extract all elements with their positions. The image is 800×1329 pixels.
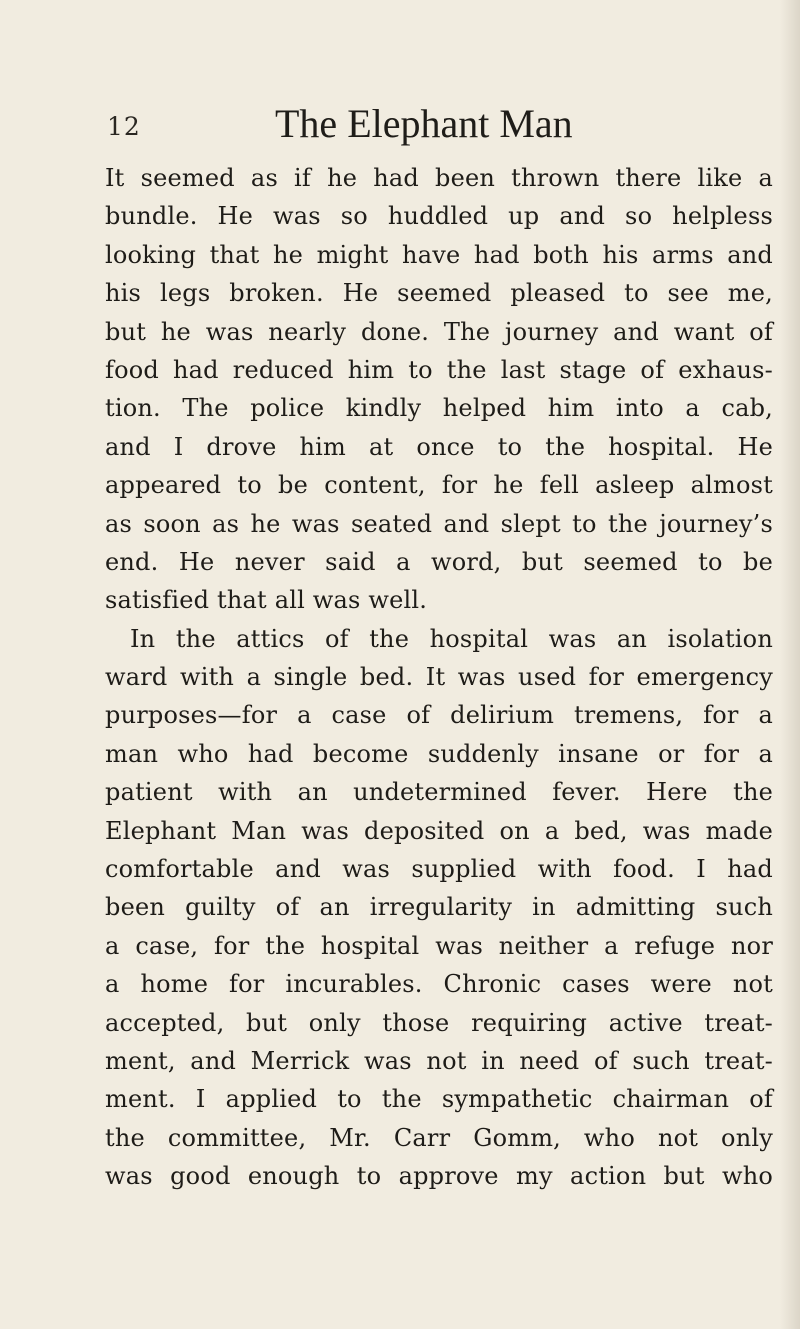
text-line: food had reduced him to the last stage of exhaus- bbox=[105, 355, 773, 384]
text-line: been guilty of an irregularity in admitting such bbox=[105, 893, 773, 922]
text-line: ward with a single bed. It was used for emergency bbox=[105, 663, 773, 692]
text-line: In the attics of the hospital was an isolation bbox=[130, 624, 773, 653]
text-line: the committee, Mr. Carr Gomm, who not only bbox=[105, 1123, 773, 1152]
text-line: patient with an undetermined fever. Here the bbox=[105, 778, 773, 807]
text-line: Elephant Man was deposited on a bed, was made bbox=[105, 816, 773, 845]
text-line: purposes—for a case of delirium tremens, for a bbox=[105, 701, 773, 730]
text-line: It seemed as if he had been thrown there like a bbox=[105, 164, 773, 192]
text-line: as soon as he was seated and slept to the journey’s bbox=[105, 509, 773, 538]
page-header bbox=[0, 100, 800, 160]
text-line: satisfied that all was well. bbox=[105, 586, 428, 615]
text-line: and I drove him at once to the hospital. He bbox=[105, 432, 773, 461]
text-line: looking that he might have had both his arms and bbox=[105, 240, 773, 269]
text-line: tion. The police kindly helped him into a cab, bbox=[105, 394, 773, 423]
text-line: his legs broken. He seemed pleased to see me, bbox=[105, 279, 773, 308]
text-line: a home for incurables. Chronic cases were not bbox=[105, 970, 773, 999]
text-line: comfortable and was supplied with food. I had bbox=[105, 855, 773, 884]
text-line: ment, and Merrick was not in need of such treat- bbox=[105, 1046, 773, 1075]
page-number: 12 bbox=[107, 112, 141, 141]
text-line: accepted, but only those requiring active treat- bbox=[105, 1008, 773, 1037]
text-line: end. He never said a word, but seemed to be bbox=[105, 547, 773, 576]
text-line: man who had become suddenly insane or for a bbox=[105, 739, 773, 768]
body-text bbox=[105, 159, 773, 1196]
text-line: appeared to be content, for he fell asleep almost bbox=[105, 471, 773, 500]
text-line: but he was nearly done. The journey and want of bbox=[105, 317, 773, 346]
running-head: The Elephant Man bbox=[275, 101, 573, 146]
text-line: was good enough to approve my action but who bbox=[105, 1162, 773, 1191]
text-line: a case, for the hospital was neither a refuge nor bbox=[105, 931, 773, 960]
text-line: bundle. He was so huddled up and so helpless bbox=[105, 202, 773, 231]
text-line: ment. I applied to the sympathetic chairman of bbox=[105, 1085, 773, 1114]
